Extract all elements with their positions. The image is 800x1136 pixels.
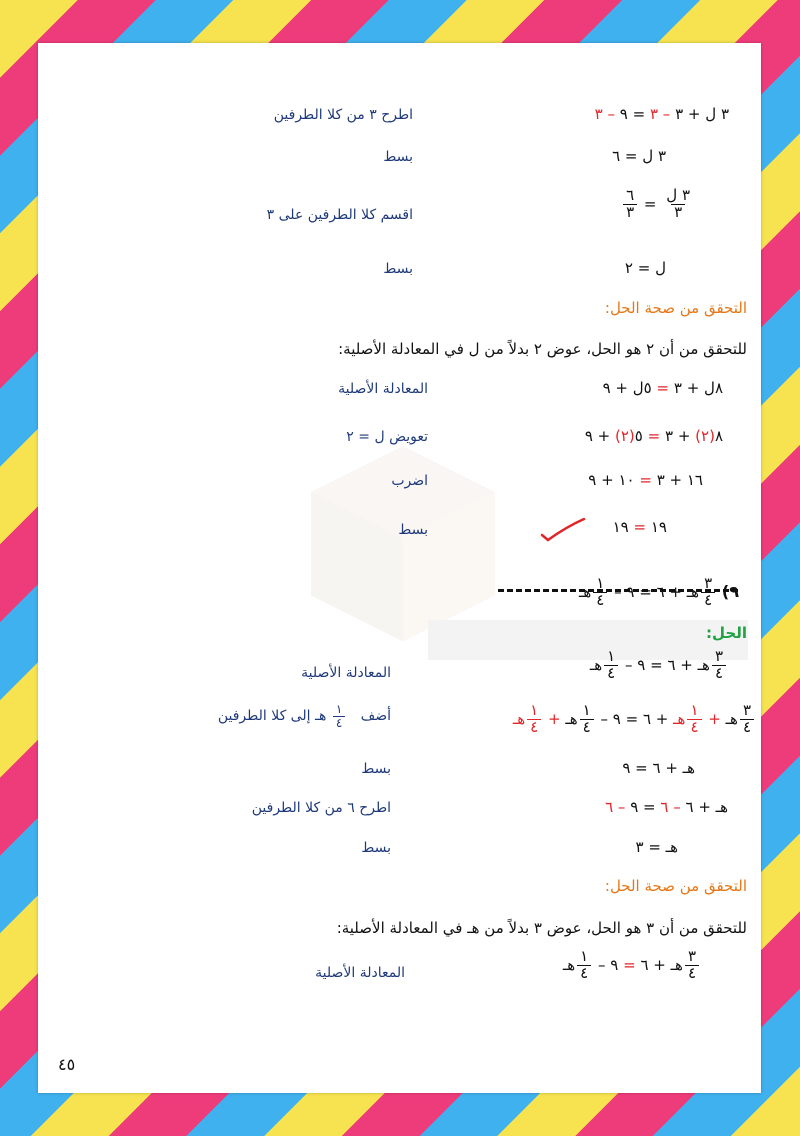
solution-eq5: هـ = ٣ xyxy=(635,838,678,856)
check1-eq3: ١٦ + ٣ = ١٠ + ٩ xyxy=(588,471,703,489)
check2-header: التحقق من صحة الحل: xyxy=(604,877,747,895)
solution-eq3: هـ + ٦ = ٩ xyxy=(622,759,695,777)
checkmark-icon xyxy=(538,515,588,543)
worksheet-page xyxy=(38,43,761,1093)
step3-equation: $\frac{\text{٣ ل}}{٣}$ = $\frac{٦}{٣}$ xyxy=(621,188,695,221)
solution-note4: اطرح ٦ من كلا الطرفين xyxy=(251,800,391,816)
solution-label: الحل: xyxy=(706,624,747,642)
page-number: ٤٥ xyxy=(58,1055,76,1074)
step4-equation: ل = ٢ xyxy=(624,259,666,277)
solution-note1: المعادلة الأصلية xyxy=(301,665,391,681)
step2-note: بسط xyxy=(383,149,413,165)
solution-note5: بسط xyxy=(361,840,391,856)
step1-note: اطرح ٣ من كلا الطرفين xyxy=(273,107,413,123)
check1-note1: المعادلة الأصلية xyxy=(338,381,428,397)
check1-eq4: ١٩ = ١٩ xyxy=(612,518,667,536)
solution-note2: أضف $\frac{١}{٤}$ هـ إلى كلا الطرفين xyxy=(217,702,391,730)
check1-paragraph: للتحقق من أن ٢ هو الحل، عوض ٢ بدلاً من ل في المعادلة الأصلية: xyxy=(338,340,747,358)
solution-eq1: $\frac{٣}{٤}$ هـ + ٦ = ٩ – $\frac{١}{٤}$ هـ xyxy=(590,649,728,682)
check1-note4: بسط xyxy=(398,522,428,538)
watermark-logo xyxy=(268,423,538,653)
check1-eq2: ٨(٢) + ٣ = ٥(٢) + ٩ xyxy=(584,427,723,445)
check2-note1: المعادلة الأصلية xyxy=(315,965,405,981)
solution-note3: بسط xyxy=(361,761,391,777)
step2-equation: ٣ ل = ٦ xyxy=(612,147,666,165)
solution-eq2: $\frac{٣}{٤}$ هـ + $\frac{١}{٤}$ هـ + ٦ = ٩ – $\frac{١}{٤}$ هـ + $\frac{١}{٤}$ هـ xyxy=(513,703,756,736)
step4-note: بسط xyxy=(383,261,413,277)
check1-header: التحقق من صحة الحل: xyxy=(604,299,747,317)
check2-paragraph: للتحقق من أن ٣ هو الحل، عوض ٣ بدلاً من هـ في المعادلة الأصلية: xyxy=(336,919,747,937)
check1-note3: اضرب xyxy=(391,473,428,489)
check2-eq1: $\frac{٣}{٤}$ هـ + ٦ = ٩ – $\frac{١}{٤}$ هـ xyxy=(563,949,701,982)
step3-note: اقسم كلا الطرفين على ٣ xyxy=(266,207,413,223)
step1-equation: ٣ ل + ٣ – ٣ = ٩ – ٣ xyxy=(594,105,729,123)
question9-equation: ٩) $\frac{٣}{٤}$ هـ + ٦ = ٩ – $\frac{١}{٤}$ هـ xyxy=(578,574,739,609)
check1-eq1: ٨ل + ٣ = ٥ل + ٩ xyxy=(602,379,723,397)
check1-note2: تعويض ل = ٢ xyxy=(346,429,428,445)
solution-eq4: هـ + ٦ – ٦ = ٩ – ٦ xyxy=(605,798,728,816)
